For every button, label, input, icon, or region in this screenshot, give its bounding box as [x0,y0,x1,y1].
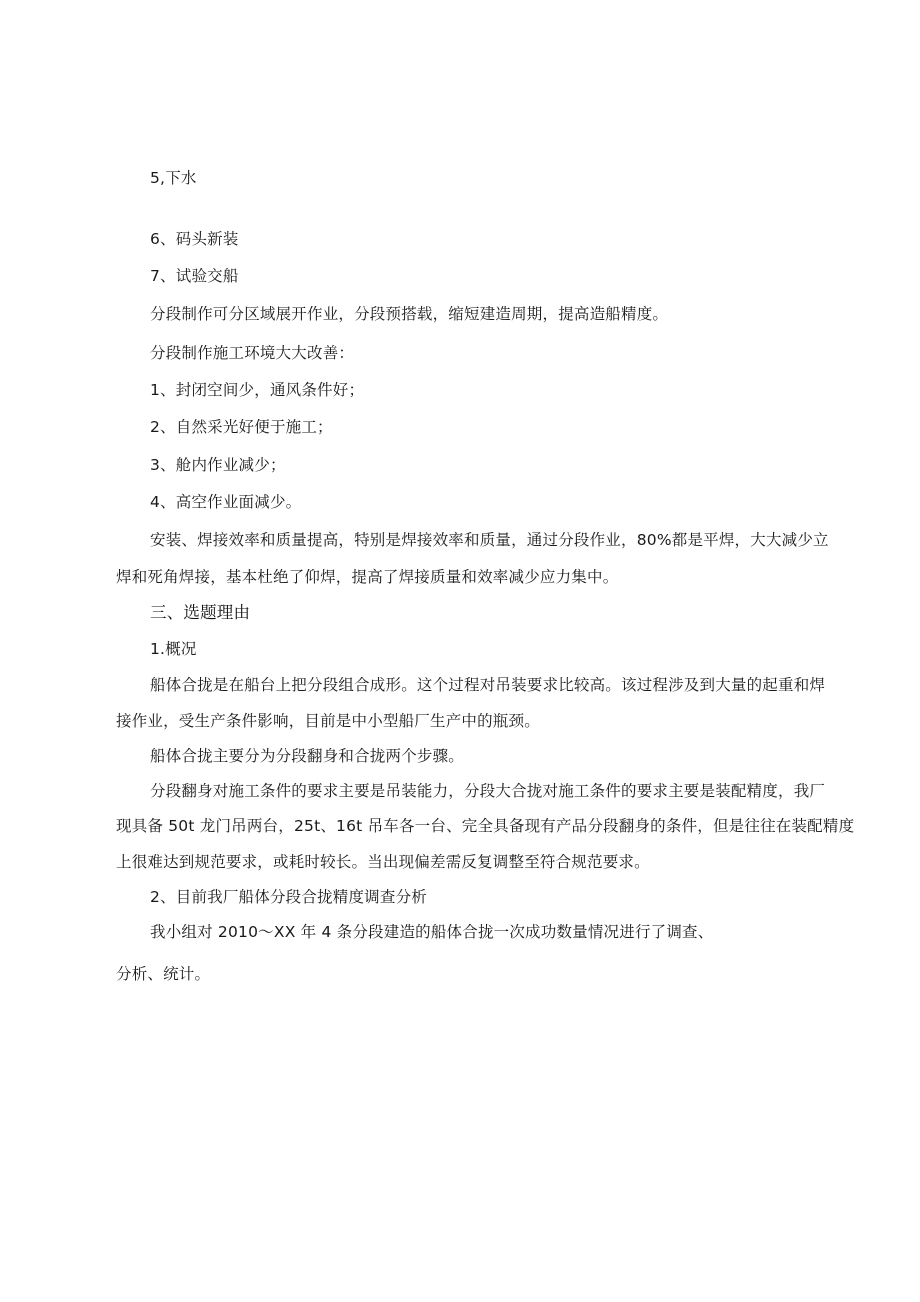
subheading-overview: 1.概况 [150,640,197,658]
list-item-3: 3、舱内作业减少； [150,456,286,474]
paragraph-step-6: 6、码头新装 [150,230,239,248]
paragraph-closure-line-2: 接作业，受生产条件影响，目前是中小型船厂生产中的瓶颈。 [116,712,540,730]
paragraph-step-5: 5,下水 [150,169,197,187]
paragraph-welding-line-1: 安装、焊接效率和质量提高，特别是焊接效率和质量，通过分段作业，80%都是平焊，大大减少立 [150,531,829,549]
paragraph-survey: 我小组对 2010～XX 年 4 条分段建造的船体合拢一次成功数量情况进行了调查、 [150,923,714,941]
paragraph-turnover-line-1: 分段翻身对施工条件的要求主要是吊装能力，分段大合拢对施工条件的要求主要是装配精度，我厂 [150,782,826,800]
list-item-4: 4、高空作业面减少。 [150,493,302,511]
paragraph-environment-improved: 分段制作施工环境大大改善： [150,344,355,362]
paragraph-segment-production: 分段制作可分区域展开作业，分段预搭载，缩短建造周期，提高造船精度。 [150,305,669,323]
paragraph-turnover-line-2: 现具备 50t 龙门吊两台，25t、16t 吊车各一台、完全具备现有产品分段翻身的条件，但是往往在装配精度 [116,817,855,835]
paragraph-welding-line-2: 焊和死角焊接，基本杜绝了仰焊，提高了焊接质量和效率减少应力集中。 [116,568,619,586]
paragraph-two-steps: 船体合拢主要分为分段翻身和合拢两个步骤。 [150,747,465,765]
section-heading-3: 三、选题理由 [150,603,251,622]
list-item-2: 2、自然采光好便于施工； [150,418,333,436]
paragraph-survey-continuation: 分析、统计。 [116,965,211,983]
paragraph-turnover-line-3: 上很难达到规范要求，或耗时较长。当出现偏差需反复调整至符合规范要求。 [116,853,650,871]
paragraph-step-7: 7、试验交船 [150,267,239,285]
paragraph-closure-line-1: 船体合拢是在船台上把分段组合成形。这个过程对吊装要求比较高。该过程涉及到大量的起重和焊 [150,676,826,694]
subheading-accuracy-analysis: 2、目前我厂船体分段合拢精度调查分析 [150,888,427,906]
list-item-1: 1、封闭空间少，通风条件好； [150,381,365,399]
